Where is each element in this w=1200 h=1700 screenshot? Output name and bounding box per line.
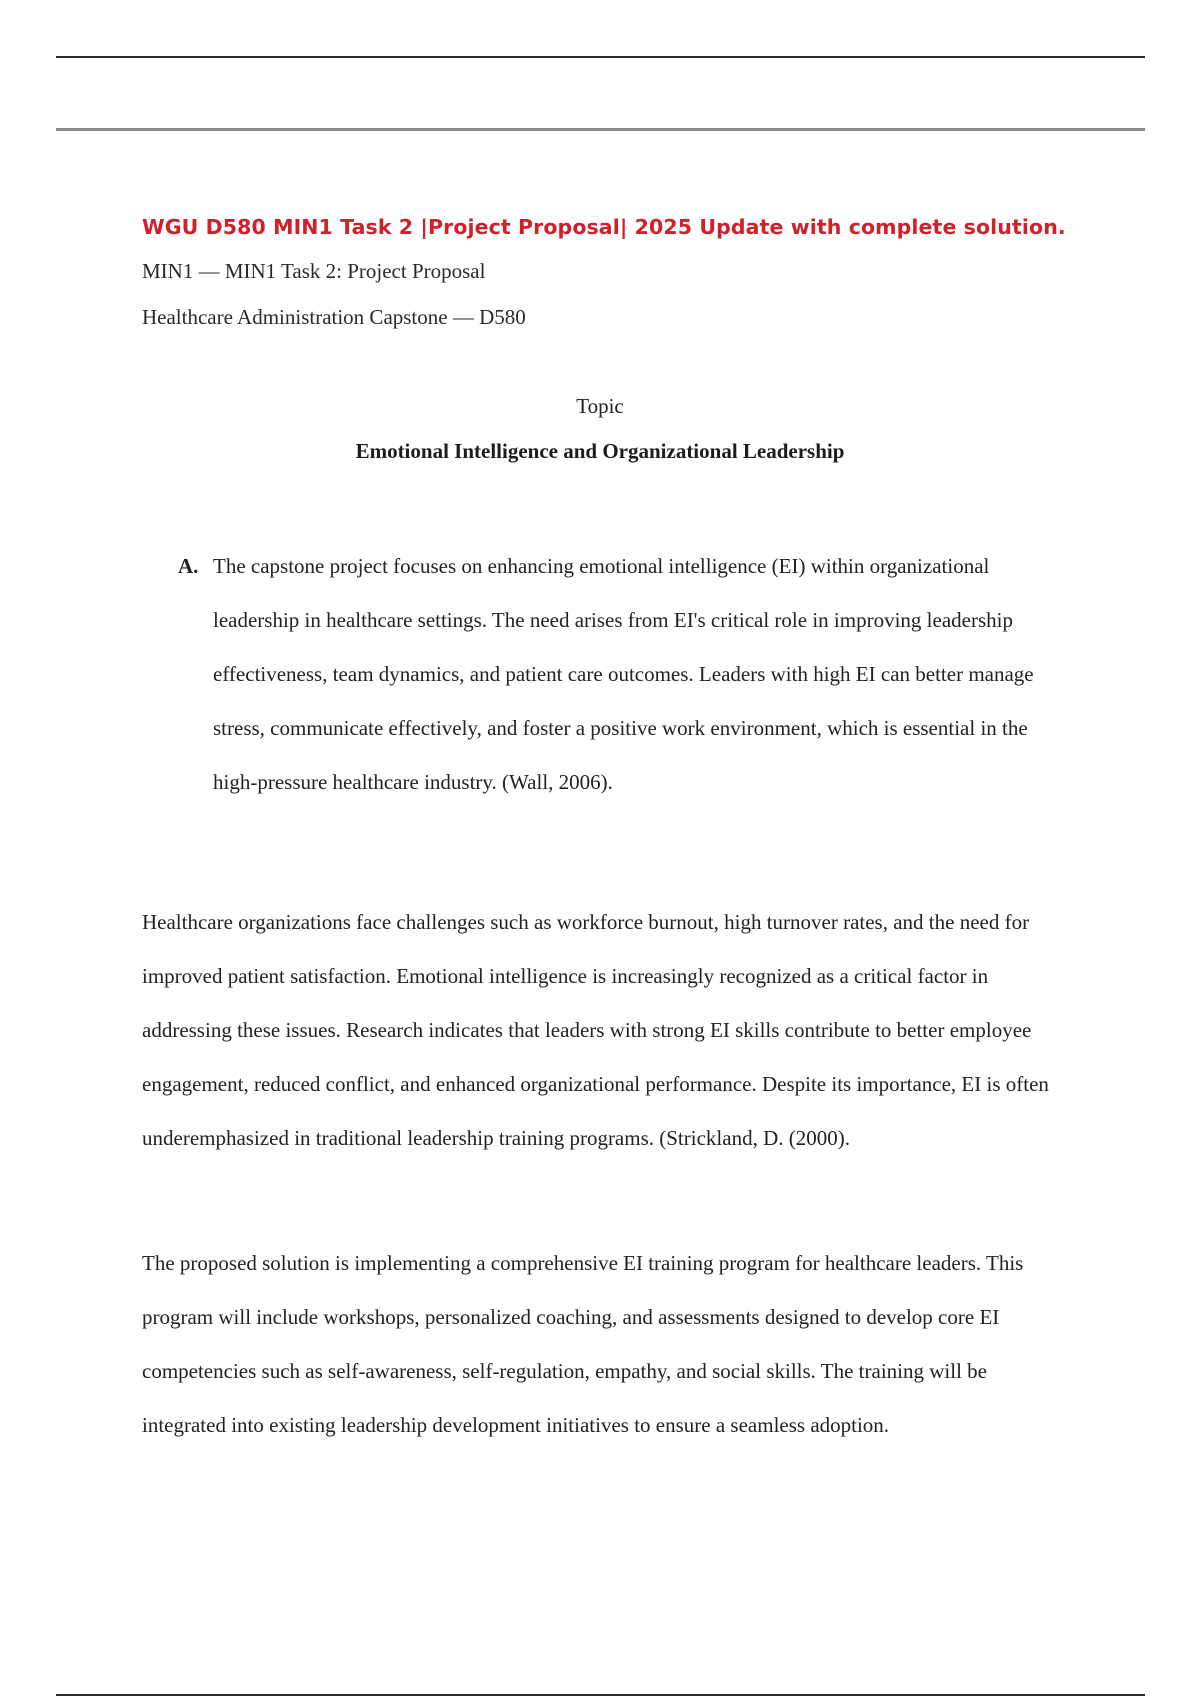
bottom-rule: [56, 1694, 1145, 1696]
topic-label: Topic: [576, 394, 624, 418]
top-rule: [56, 56, 1145, 58]
paragraph-challenges: Healthcare organizations face challenges such as workforce burnout, high turnover rates, and the need for improved patient satisfaction. Emotional intelligence is increasingly recognized as a critical factor in addressing these issues. Research indicates that leaders with strong EI skills contribute to better employee engagement, reduced conflict, and enhanced organizational performance. Despite its importance, EI is often underemphasized in traditional leadership training programs. (Strickland, D. (2000).: [142, 910, 1049, 1150]
course-line: MIN1 — MIN1 Task 2: Project Proposal: [142, 259, 486, 283]
section-a-text: The capstone project focuses on enhancing emotional intelligence (EI) within organizational leadership in healthcare settings. The need arises from EI's critical role in improving leadership effectiveness, team dynamics, and patient care outcomes. Leaders with high EI can better manage stress, communicate effectively, and foster a positive work environment, which is essential in the high-pressure healthcare industry. (Wall, 2006).: [213, 554, 1034, 794]
title-block: [142, 213, 1102, 330]
document-title: WGU D580 MIN1 Task 2 |Project Proposal| 2025 Update with complete solution.: [142, 215, 1066, 239]
section-a: [178, 553, 1058, 809]
paragraph-solution: The proposed solution is implementing a comprehensive EI training program for healthcare leaders. This program will include workshops, personalized coaching, and assessments designed to develop core EI competencies such as self-awareness, self-regulation, empathy, and social skills. The training will be integrated into existing leadership development initiatives to ensure a seamless adoption.: [142, 1251, 1024, 1437]
header-divider: [56, 128, 1145, 131]
topic-title: Emotional Intelligence and Organizational Leadership: [355, 439, 845, 463]
section-a-marker: A.: [178, 554, 199, 578]
program-line: Healthcare Administration Capstone — D580: [142, 305, 526, 329]
